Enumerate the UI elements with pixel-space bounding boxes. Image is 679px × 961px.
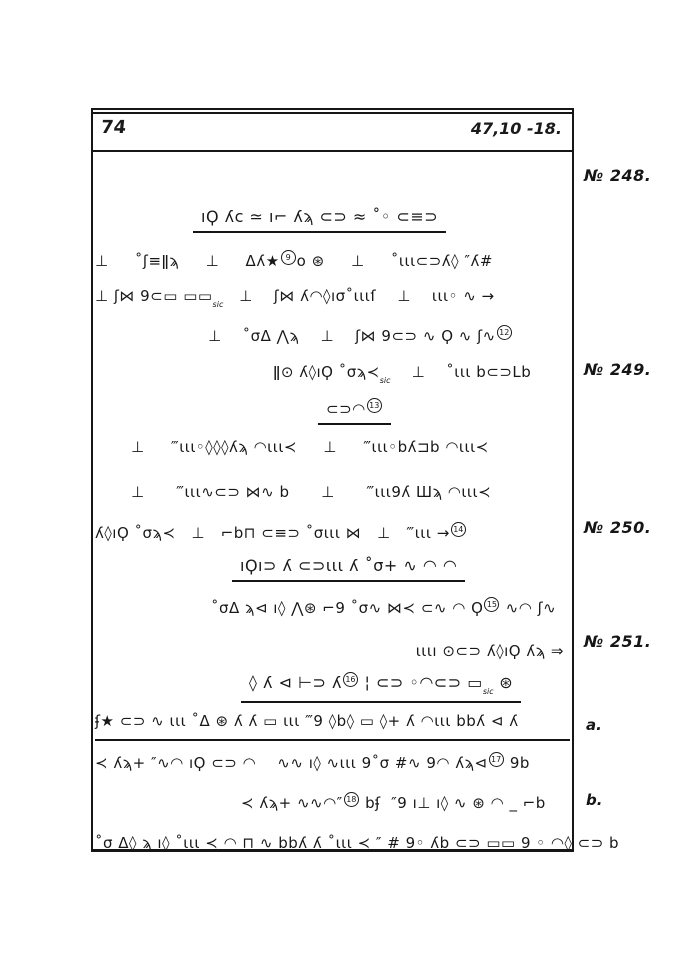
section-label-251: № 251. [584, 632, 652, 651]
footnote-marker: 9 [281, 250, 296, 265]
hieroglyph-text: ο ⊛ ⊥ ˚ιιι⊂⊃ʎ◊ ″ʎ# [296, 252, 493, 270]
hieroglyph-line [95, 287, 495, 309]
section-label-249: № 249. [584, 360, 652, 379]
section-248-end-group [318, 398, 391, 425]
hieroglyph-text: ǁ⊙ ʎ◊ıϘ ˚σϡ≺ [273, 363, 380, 381]
footnote-marker: 16 [343, 672, 358, 687]
hieroglyph-text: ∿◠ ʃ∿ [500, 599, 557, 617]
hieroglyph-line [211, 597, 556, 617]
section-label-250: № 250. [584, 518, 652, 537]
footnote-marker: 13 [367, 398, 382, 413]
line-letter-a: a. [586, 716, 602, 734]
citation-reference: 47,10 -18. [470, 119, 562, 138]
footnote-marker: 15 [484, 597, 499, 612]
hieroglyph-text: ıϘı⊃ ʎ ⊂⊃ιιι ʎ ˚σ+ ∿ ◠ ◠ [240, 556, 458, 575]
hieroglyph-text: ≺ ʎϡ+ ∿∿◠″ [241, 794, 343, 812]
hieroglyph-text: ʎ◊ıϘ ˚σϡ≺ ⊥ ⌐b⊓ ⊂≡⊃ ˚σιιι ⋈ ⊥ ‴ιιι → [95, 524, 450, 542]
hieroglyph-text: ⊛ [493, 673, 514, 692]
sic-note: sic [482, 687, 494, 696]
hieroglyph-text: ⊥ ˚ʃ≡ǁϡ ⊥ Δʎ★ [95, 252, 280, 270]
hieroglyph-line [208, 325, 513, 345]
hieroglyph-text: ⊥ ˚σΔ ⋀ϡ ⊥ ʃ⋈ 9⊂⊃ ∿ Ϙ ∿ ʃ∿ [208, 327, 496, 345]
hieroglyph-line [273, 363, 531, 385]
hieroglyph-line-b [95, 834, 619, 852]
hieroglyph-text: ⊂⊃◠ [326, 400, 366, 418]
footnote-marker: 18 [344, 792, 359, 807]
hieroglyph-text: ◊ ʎ ⊲ ⊢⊃ ʎ [249, 673, 342, 692]
hieroglyph-line-a [95, 752, 530, 772]
footnote-marker: 12 [497, 325, 512, 340]
footnote-marker: 17 [489, 752, 504, 767]
section-251-heading [241, 672, 521, 703]
footnote-marker: 14 [451, 522, 466, 537]
page-header [93, 110, 572, 152]
hieroglyph-text: ≺ ʎϡ+ ″∿◠ ıϘ ⊂⊃ ◠ ∿∿ ı◊ ∿ιιι 9˚σ #∿ 9◠ ʎϡ⊲ [95, 754, 488, 772]
hieroglyph-text: ⊥ ʃ⋈ 9⊂▭ ▭▭ [95, 287, 213, 305]
hieroglyph-text: bʄ ″9 ı⊥ ı◊ ∿ ⊛ ◠ _ ⌐b [359, 794, 546, 812]
hieroglyph-text: ˚σΔ ϡ⊲ ı◊ ⋀⊛ ⌐9 ˚σ∿ ⋈≺ ⊂∿ ◠ Ϙ [211, 599, 484, 617]
hieroglyph-line [95, 250, 493, 270]
line-letter-b: b. [586, 791, 603, 809]
hieroglyph-text: 9b [504, 754, 530, 772]
hieroglyph-text: ⊥ ʃ⋈ ʎ◠◊ıσ˚ιιιſ ⊥ ιιι◦ ∿ → [223, 287, 495, 305]
hieroglyph-line [241, 792, 546, 812]
page-number: 74 [99, 117, 128, 138]
hieroglyph-line [95, 522, 467, 542]
hieroglyph-text: ⊥ ‴ιιι◦◊◊◊ʎϡ ◠ιιι≺ ⊥ ‴ιιι◦bʎ⊐b ◠ιιι≺ [131, 438, 489, 456]
hieroglyph-text: ʄ★ ⊂⊃ ∿ ιιι ˚Δ ⊛ ʎ ʎ ▭ ιιι ‴9 ◊b◊ ▭ ◊+ ʎ ◠ιιι bbʎ ⊲ ʎ [95, 712, 519, 730]
sic-note: sic [379, 376, 391, 385]
section-248-heading [193, 207, 446, 233]
hieroglyph-line [131, 438, 489, 456]
hieroglyph-text: ıϘ ʎc ≃ ı⌐ ʎϡ ⊂⊃ ≈ ˚◦ ⊂≡⊃ [201, 207, 439, 226]
hieroglyph-text: ˚σ Δ◊ ϡ ı◊ ˚ιιι ≺ ◠ ⊓ ∿ bbʎ ʎ ˚ιιι ≺ ″ # 9◦ ʎb ⊂⊃ ▭▭ 9 ◦ ◠◊ ⊂⊃ b [95, 834, 620, 852]
hieroglyph-line [95, 712, 570, 741]
hieroglyph-text: ¦ ⊂⊃ ◦◠⊂⊃ ▭ [358, 673, 483, 692]
hieroglyph-text: ιιιı ⊙⊂⊃ ʎ◊ıϘ ʎϡ ⇒ [415, 642, 564, 660]
hieroglyph-line [131, 483, 491, 501]
hieroglyph-text: ⊥ ‴ιιι∿⊂⊃ ⋈∿ b ⊥ ‴ιιι9ʎ Шϡ ◠ιιι≺ [131, 483, 492, 501]
hieroglyph-line [416, 642, 564, 660]
section-250-heading [232, 556, 465, 582]
sic-note: sic [212, 300, 224, 309]
hieroglyph-text: ⊥ ˚ιιι b⊂⊃Lb [390, 363, 532, 381]
section-label-248: № 248. [584, 166, 652, 185]
